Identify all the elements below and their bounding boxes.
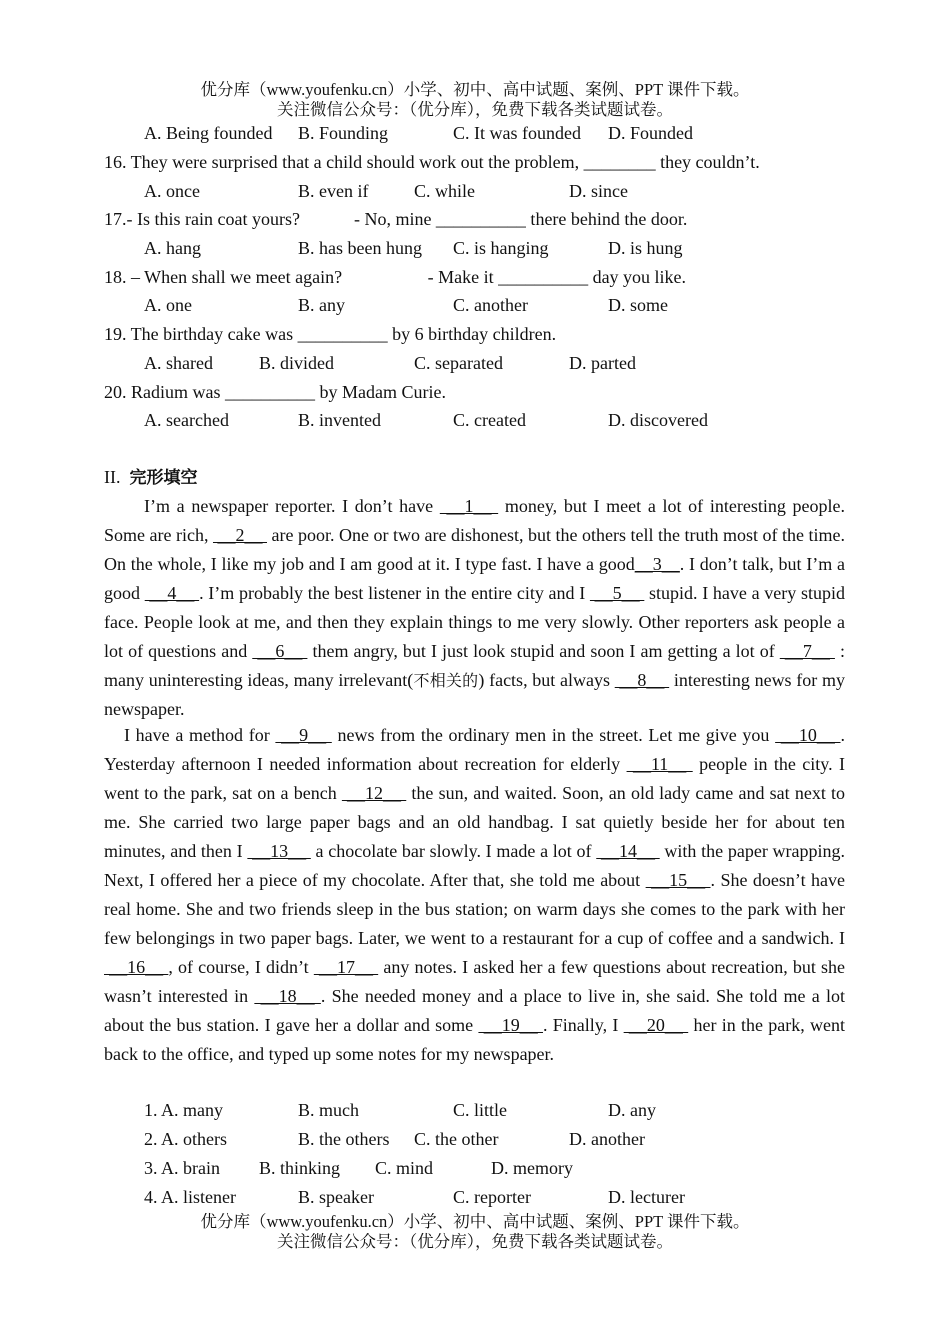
passage-text: I’m a newspaper reporter. I don’t have	[144, 496, 440, 516]
question-stem: 17.- Is this rain coat yours? - No, mine __________ there behind the door.	[104, 209, 688, 229]
blank-1: __1__	[439, 496, 499, 516]
blank-18: __18__	[254, 986, 321, 1006]
option-a: 3. A. brain	[144, 1158, 220, 1178]
option-c: C. another	[453, 295, 528, 315]
section-heading	[104, 466, 198, 489]
option-a: A. one	[144, 295, 192, 315]
blank-13: __13__	[247, 841, 311, 861]
option-b: B. Founding	[298, 123, 389, 143]
question-stem: 20. Radium was __________ by Madam Curie.	[104, 382, 446, 402]
blank-11: __11__	[626, 754, 693, 774]
option-d: D. parted	[569, 353, 636, 373]
passage-text: . She needed money and a place to live in, she said. She told me a lot about the bus station. I gave her a dollar and some	[104, 986, 846, 1035]
option-b: B. thinking	[259, 1158, 341, 1178]
passage-text: ) facts, but always	[478, 670, 615, 690]
option-d: D. any	[608, 1100, 656, 1120]
option-d: D. since	[569, 181, 628, 201]
passage-text: news from the ordinary men in the street. Let me give you	[331, 725, 776, 745]
passage-text: the sun, and waited. Soon, an old lady came and sat next to me. She carried two large paper bags and an old handbag. I sat quietly beside her for about ten minutes, and then I	[104, 783, 845, 861]
blank-9: __9__	[275, 725, 332, 745]
option-c: C. while	[414, 181, 475, 201]
blank-8: __8__	[614, 670, 670, 690]
option-a: A. searched	[144, 410, 229, 430]
option-d: D. lecturer	[608, 1187, 685, 1207]
option-c: C. reporter	[453, 1187, 531, 1207]
blank-2: __2__	[212, 525, 267, 545]
blank-15: __15__	[645, 870, 711, 890]
passage-text: stupid. I have a very stupid face. People look at me, and then they explain things to me very slowly. Other reporters ask people a lot of questions and	[104, 583, 845, 661]
option-c: C. It was founded	[453, 123, 581, 143]
blank-19: __19__	[478, 1015, 543, 1035]
section-title: 完形填空	[129, 468, 198, 488]
option-d: D. memory	[491, 1158, 573, 1178]
blank-6: __6__	[252, 641, 308, 661]
option-d: D. some	[608, 295, 668, 315]
page-footer-line1: 优分库（www.youfenku.cn）小学、初中、高中试题、案例、PPT 课件下载。	[200, 1212, 750, 1231]
option-a: A. shared	[144, 353, 213, 373]
passage-text: are poor. One or two are dishonest, but the others tell the truth most of the time. On the whole, I like my job and I am good at it. I type fast. I have a good	[104, 525, 845, 574]
blank-10: __10__	[775, 725, 841, 745]
option-d: D. another	[569, 1129, 645, 1149]
option-d: D. discovered	[608, 410, 708, 430]
blank-14: __14__	[596, 841, 660, 861]
option-b: B. invented	[298, 410, 381, 430]
option-c: C. the other	[414, 1129, 499, 1149]
option-b: B. has been hung	[298, 238, 422, 258]
blank-17: __17__	[313, 957, 379, 977]
option-b: B. much	[298, 1100, 359, 1120]
option-a: A. hang	[144, 238, 201, 258]
passage-text: interesting news for my newspaper.	[104, 670, 845, 719]
option-b: B. even if	[298, 181, 369, 201]
blank-16: __16__	[104, 957, 169, 977]
blank-3: __3__	[634, 554, 680, 574]
option-b: B. the others	[298, 1129, 390, 1149]
question-stem: 18. – When shall we meet again? - Make it __________ day you like.	[104, 267, 687, 287]
passage-text: . She doesn’t have real home. She and two friends sleep in the bus station; on warm days she comes to the park with her few belongings in two paper bags. Later, we went to a restaurant for a cup of coffee and a sandwich. I	[104, 870, 845, 948]
option-c: C. separated	[414, 353, 503, 373]
option-a: A. once	[144, 181, 200, 201]
option-a: 4. A. listener	[144, 1187, 236, 1207]
blank-20: __20__	[623, 1015, 689, 1035]
option-a: A. Being founded	[144, 123, 273, 143]
passage-text: . I don’t talk, but I’m a good	[104, 554, 845, 603]
passage-text: . I’m probably the best listener in the entire city and I	[199, 583, 590, 603]
section-numeral: II.	[104, 467, 121, 487]
passage-text: them angry, but I just look stupid and soon I am getting a lot of	[307, 641, 780, 661]
gloss-chinese: 不相关的	[413, 671, 479, 690]
passage-text: . Finally, I	[542, 1015, 624, 1035]
passage-text: money, but I meet a lot of interesting people. Some are rich,	[104, 496, 845, 545]
passage-text: : many uninteresting ideas, many irrelevant(	[104, 641, 845, 690]
page-header-line2: 关注微信公众号：（优分库），免费下载各类试题试卷。	[277, 100, 673, 119]
passage-text: a chocolate bar slowly. I made a lot of	[310, 841, 597, 861]
option-c: C. is hanging	[453, 238, 549, 258]
option-b: B. any	[298, 295, 345, 315]
passage-text: with the paper wrapping. Next, I offered her a piece of my chocolate. After that, she told me about	[104, 841, 846, 890]
page-footer-line2: 关注微信公众号：（优分库），免费下载各类试题试卷。	[277, 1232, 673, 1251]
passage-text: , of course, I didn’t	[168, 957, 314, 977]
option-a: 1. A. many	[144, 1100, 223, 1120]
blank-4: __4__	[144, 583, 200, 603]
blank-5: __5__	[589, 583, 645, 603]
option-b: B. divided	[259, 353, 334, 373]
passage-paragraph-2	[104, 721, 845, 1069]
blank-12: __12__	[341, 783, 407, 803]
option-a: 2. A. others	[144, 1129, 227, 1149]
option-d: D. Founded	[608, 123, 693, 143]
question-stem: 16. They were surprised that a child should work out the problem, ________ they couldn’t.	[104, 152, 760, 172]
option-b: B. speaker	[298, 1187, 374, 1207]
option-d: D. is hung	[608, 238, 683, 258]
passage-text: any notes. I asked her a few questions about recreation, but she wasn’t interested in	[104, 957, 846, 1006]
passage-text: . Yesterday afternoon I needed information about recreation for elderly	[104, 725, 846, 774]
option-c: C. little	[453, 1100, 507, 1120]
blank-7: __7__	[779, 641, 835, 661]
passage-paragraph-1	[104, 492, 845, 724]
option-c: C. mind	[375, 1158, 434, 1178]
passage-text: her in the park, went back to the office, and typed up some notes for my newspaper.	[104, 1015, 846, 1064]
passage-text: I have a method for	[124, 725, 276, 745]
question-stem: 19. The birthday cake was __________ by 6 birthday children.	[104, 324, 557, 344]
option-c: C. created	[453, 410, 526, 430]
passage-text: people in the city. I went to the park, sat on a bench	[104, 754, 845, 803]
page-header-line1: 优分库（www.youfenku.cn）小学、初中、高中试题、案例、PPT 课件下载。	[200, 80, 750, 99]
